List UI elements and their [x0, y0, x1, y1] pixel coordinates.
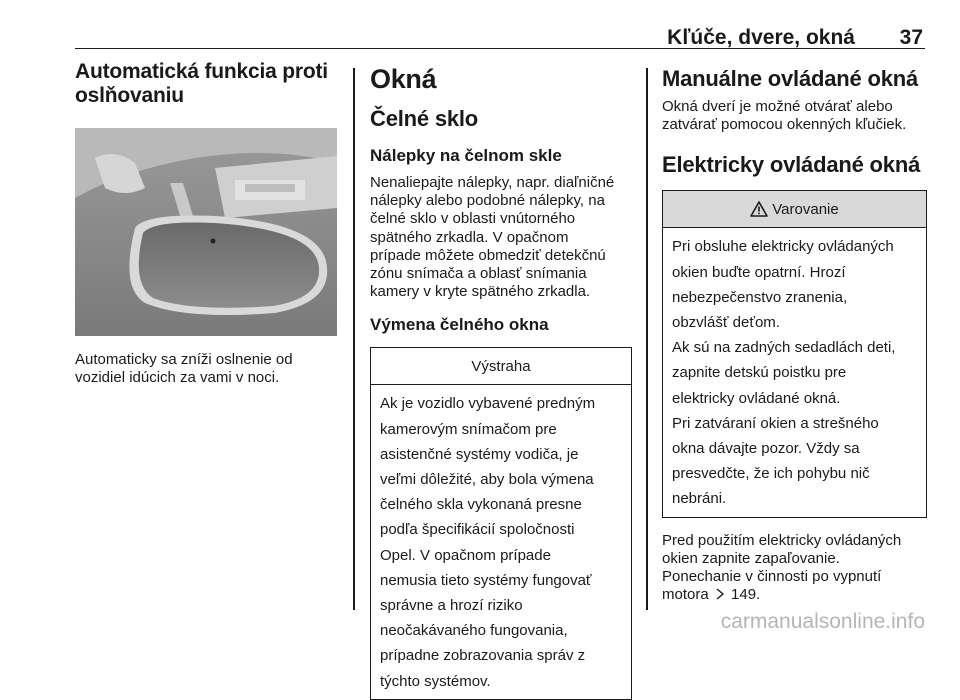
column-divider-2 — [646, 68, 648, 610]
rear-view-mirror-photo — [75, 128, 337, 336]
text-line: podľa špecifikácií spoločnosti — [380, 521, 575, 539]
text-line: správne a hrozí riziko — [380, 597, 523, 615]
text-line: okien zapnite zapaľovanie. — [662, 549, 840, 567]
text-line: týchto systémov. — [380, 672, 491, 690]
text-line: Ak sú na zadných sedadlách deti, — [672, 339, 896, 357]
text-line: nebezpečenstvo zranenia, — [672, 288, 848, 306]
column-1 — [75, 60, 337, 387]
text-line: Pred použitím elektricky ovládaných — [662, 531, 902, 549]
heading-windscreen-replacement: Výmena čelného okna — [370, 315, 549, 335]
text-line: Nenaliepajte nálepky, napr. diaľničné — [370, 174, 615, 191]
text-line: Pri zatváraní okien a strešného — [672, 414, 879, 432]
text-line: veľmi dôležité, aby bola výmena — [380, 471, 594, 489]
text-line: zapnite detskú poistku pre — [672, 364, 847, 382]
section-power-windows: Elektricky ovládané okná — [662, 152, 921, 178]
text-line: prípadne zobrazovania správ z — [380, 647, 586, 665]
subsection-windscreen: Čelné sklo — [370, 106, 479, 131]
stickers-paragraph — [370, 174, 632, 301]
text-line: vozidiel idúcich za vami v noci. — [75, 369, 280, 387]
column-2 — [370, 60, 632, 700]
text-line: presvedčte, že ich pohybu nič — [672, 465, 870, 483]
page-reference-arrow-icon — [715, 588, 725, 600]
text-line: elektricky ovládané okná. — [672, 389, 841, 407]
text-line: zatvárať pomocou okenných kľučiek. — [662, 116, 907, 134]
warning-paragraph-3 — [672, 415, 918, 509]
text-line: neočakávaného fungovania, — [380, 622, 568, 640]
text-line: asistenčné systémy vodiča, je — [380, 445, 579, 463]
warning-title-text: Varovanie — [772, 200, 839, 218]
watermark: carmanualsonline.info — [720, 610, 925, 633]
page-reference-line — [662, 586, 927, 604]
text-line: Ak je vozidlo vybavené predným — [380, 395, 596, 413]
warning-paragraph-2 — [672, 339, 918, 408]
text-span: motora — [662, 586, 709, 604]
section-heading-anti-glare — [75, 60, 337, 108]
warning-box-body — [663, 228, 926, 516]
text-line: nebráni. — [672, 490, 727, 508]
anti-glare-description — [75, 351, 337, 387]
caution-box — [370, 347, 632, 699]
text-line: kamery v kryte spätného zrkadla. — [370, 283, 591, 301]
warning-box-title — [663, 191, 926, 228]
text-line: Pri obsluhe elektricky ovládaných — [672, 238, 894, 256]
text-line: obzvlášť deťom. — [672, 314, 780, 332]
page-header — [75, 0, 925, 49]
text-line: Ponechanie v činnosti po vypnutí — [662, 568, 882, 586]
page-number: 37 — [899, 26, 923, 49]
heading-line: oslňovaniu — [75, 84, 184, 107]
text-line: Opel. V opačnom prípade — [380, 546, 551, 564]
warning-triangle-icon — [750, 201, 768, 217]
section-manual-windows: Manuálne ovládané okná — [662, 66, 919, 91]
heading-windscreen-stickers: Nálepky na čelnom skle — [370, 146, 562, 165]
chapter-title: Kľúče, dvere, okná — [667, 26, 855, 49]
column-divider-1 — [353, 68, 355, 610]
text-line: zónu snímača a oblasť snímania — [370, 265, 587, 283]
manual-windows-paragraph — [662, 98, 927, 134]
warning-paragraph-1 — [672, 238, 918, 332]
caution-box-title: Výstraha — [371, 348, 631, 385]
mirror-illustration — [75, 128, 337, 336]
text-line: čelného skla vykonaná presne — [380, 496, 582, 514]
caution-box-body — [371, 385, 631, 698]
text-line: kamerovým snímačom pre — [380, 420, 557, 438]
column-3 — [662, 60, 927, 604]
text-line: Okná dverí je možné otvárať alebo — [662, 98, 893, 115]
text-line: okien buďte opatrní. Hrozí — [672, 263, 846, 281]
text-line: okna dávajte pozor. Vždy sa — [672, 440, 860, 458]
text-line: prípade môžete obmedziť detekčnú — [370, 246, 606, 264]
heading-line: Automatická funkcia proti — [75, 60, 328, 83]
warning-box — [662, 190, 927, 517]
text-line: nemusia tieto systémy fungovať — [380, 571, 592, 589]
text-line: spätného zrkadla. V opačnom — [370, 228, 569, 246]
text-line: nálepky alebo podobné nálepky, na — [370, 192, 605, 210]
section-title-windows: Okná — [370, 64, 437, 94]
text-line: Automaticky sa zníži oslnenie od — [75, 351, 293, 368]
text-line: čelné sklo v oblasti vnútorného — [370, 210, 576, 228]
ignition-paragraph — [662, 532, 927, 605]
page-reference-link[interactable]: 149. — [731, 586, 761, 604]
